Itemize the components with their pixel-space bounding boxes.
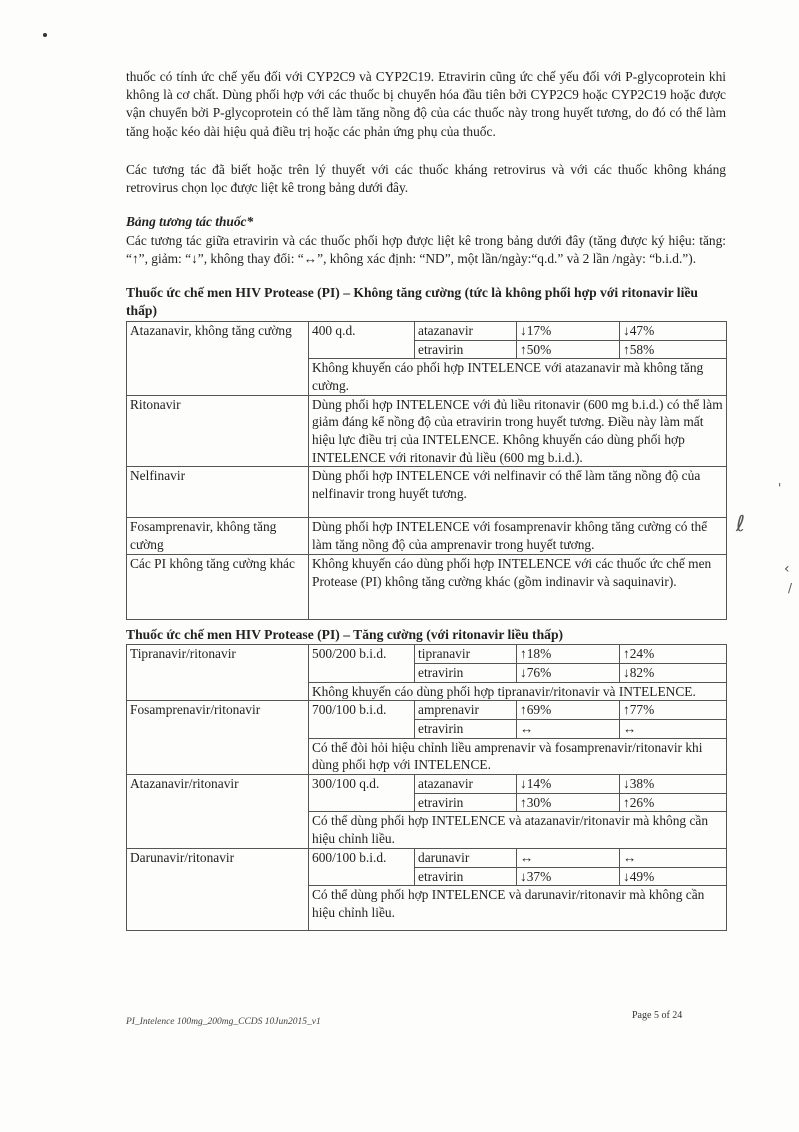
- value-1: ↑30%: [517, 793, 620, 812]
- agent-name: atazanavir: [415, 321, 517, 340]
- scan-dot: [43, 33, 47, 37]
- document-page: [126, 68, 726, 931]
- agent-name: etravirin: [415, 867, 517, 886]
- agent-name: tipranavir: [415, 645, 517, 664]
- value-2: ↑26%: [620, 793, 727, 812]
- drug-name: Các PI không tăng cường khác: [127, 554, 309, 619]
- value-1: ↔: [517, 848, 620, 867]
- section1-title: Thuốc ức chế men HIV Protease (PI) – Không tăng cường (tức là không phối hợp với ritonavir liều thấp): [126, 284, 698, 319]
- page-number: Page 5 of 24: [632, 1010, 683, 1021]
- margin-mark-icon: ‹: [784, 561, 790, 577]
- drug-dose: 300/100 q.d.: [309, 775, 415, 812]
- drug-name: Fosamprenavir/ritonavir: [127, 701, 309, 775]
- recommendation-note: Dùng phối hợp INTELENCE với nelfinavir có thể làm tăng nồng độ của nelfinavir trong huyết tương.: [309, 467, 727, 518]
- drug-dose: 400 q.d.: [309, 321, 415, 358]
- value-1: ↔: [517, 720, 620, 739]
- drug-name: Tipranavir/ritonavir: [127, 645, 309, 701]
- recommendation-note: Không khuyến cáo dùng phối hợp INTELENCE với các thuốc ức chế men Protease (PI) không tăng cường khác (gồm indinavir và saquinavir).: [309, 554, 727, 619]
- margin-mark-icon: /: [788, 581, 793, 595]
- intro-paragraph-1: thuốc có tính ức chế yếu đối với CYP2C9 và CYP2C19. Etravirin cũng ức chế yếu đối với P-glycoprotein khi không là cơ chất. Dùng phối hợp với các thuốc bị chuyển hóa đầu tiên bởi CYP2C9 hoặc CYP2C19 hoặc được vận chuyển bởi P-glycoprotein có thể làm tăng nồng độ của các thuốc này trong huyết tương, do đó có thể làm tăng hoặc kéo dài hiệu quả điều trị hoặc các phản ứng phụ của thuốc.: [126, 69, 726, 139]
- table-row: [127, 395, 727, 467]
- intro-paragraph-3: Các tương tác giữa etravirin và các thuốc phối hợp được liệt kê trong bảng dưới đây (tăng được ký hiệu: tăng: “↑”, giảm: “↓”, không thay đổi: “↔”, không xác định: “ND”, một lần/ngày:“q.d.” và 2 lần /ngày: “b.i.d.”).: [126, 232, 726, 266]
- drug-dose: 500/200 b.i.d.: [309, 645, 415, 682]
- value-1: ↑69%: [517, 701, 620, 720]
- table-row: [127, 321, 727, 340]
- drug-name: Darunavir/ritonavir: [127, 848, 309, 930]
- value-1: ↓37%: [517, 867, 620, 886]
- value-2: ↔: [620, 848, 727, 867]
- value-2: ↓82%: [620, 663, 727, 682]
- agent-name: etravirin: [415, 340, 517, 359]
- drug-dose: 700/100 b.i.d.: [309, 701, 415, 738]
- intro-paragraph-2: Các tương tác đã biết hoặc trên lý thuyết với các thuốc kháng retrovirus và với các thuốc không kháng retrovirus chọn lọc được liệt kê trong bảng dưới đây.: [126, 161, 726, 196]
- value-2: ↑77%: [620, 701, 727, 720]
- table-row: [127, 848, 727, 867]
- agent-name: darunavir: [415, 848, 517, 867]
- value-2: ↓38%: [620, 775, 727, 794]
- value-2: ↓49%: [620, 867, 727, 886]
- drug-name: Ritonavir: [127, 395, 309, 467]
- recommendation-note: Dùng phối hợp INTELENCE với đủ liều ritonavir (600 mg b.i.d.) có thể làm giảm đáng kể nồng độ của etravirin trong huyết tương. Điều này làm mất hiệu lực điều trị của INTELENCE. Không khuyến cáo dùng phối hợp INTELENCE với ritonavir đủ liều (600 mg b.i.d.).: [309, 395, 727, 467]
- table-row: [127, 518, 727, 554]
- agent-name: etravirin: [415, 663, 517, 682]
- drug-name: Atazanavir, không tăng cường: [127, 321, 309, 395]
- section1-table: [126, 321, 727, 620]
- table-row: [127, 701, 727, 720]
- drug-name: Nelfinavir: [127, 467, 309, 518]
- section2-title: Thuốc ức chế men HIV Protease (PI) – Tăng cường (với ritonavir liều thấp): [126, 626, 564, 642]
- agent-name: amprenavir: [415, 701, 517, 720]
- footer-document-id: PI_Intelence 100mg_200mg_CCDS 10Jun2015_v1: [126, 1017, 321, 1027]
- value-2: ↓47%: [620, 321, 727, 340]
- value-1: ↑50%: [517, 340, 620, 359]
- value-1: ↓76%: [517, 663, 620, 682]
- drug-name: Atazanavir/ritonavir: [127, 775, 309, 849]
- table-row: [127, 775, 727, 794]
- table-row: [127, 645, 727, 664]
- margin-scribble-icon: ℓ: [736, 512, 746, 537]
- value-1: ↑18%: [517, 645, 620, 664]
- section2-table: [126, 644, 727, 931]
- drug-name: Fosamprenavir, không tăng cường: [127, 518, 309, 554]
- recommendation-note: Có thể đòi hỏi hiệu chỉnh liều amprenavir và fosamprenavir/ritonavir khi dùng phối hợp với INTELENCE.: [309, 738, 727, 774]
- margin-mark-icon: ': [778, 481, 782, 495]
- table-row: [127, 467, 727, 518]
- value-2: ↔: [620, 720, 727, 739]
- agent-name: etravirin: [415, 793, 517, 812]
- agent-name: etravirin: [415, 720, 517, 739]
- recommendation-note: Có thể dùng phối hợp INTELENCE và darunavir/ritonavir mà không cần hiệu chỉnh liều.: [309, 886, 727, 931]
- recommendation-note: Không khuyến cáo dùng phối hợp tipranavir/ritonavir và INTELENCE.: [309, 682, 727, 701]
- agent-name: atazanavir: [415, 775, 517, 794]
- value-2: ↑58%: [620, 340, 727, 359]
- recommendation-note: Không khuyến cáo phối hợp INTELENCE với atazanavir mà không tăng cường.: [309, 359, 727, 395]
- recommendation-note: Dùng phối hợp INTELENCE với fosamprenavir không tăng cường có thể làm tăng nồng độ của amprenavir trong huyết tương.: [309, 518, 727, 554]
- value-2: ↑24%: [620, 645, 727, 664]
- value-1: ↓17%: [517, 321, 620, 340]
- table-subheading: Bảng tương tác thuốc*: [126, 214, 254, 230]
- recommendation-note: Có thể dùng phối hợp INTELENCE và atazanavir/ritonavir mà không cần hiệu chỉnh liều.: [309, 812, 727, 848]
- drug-dose: 600/100 b.i.d.: [309, 848, 415, 885]
- value-1: ↓14%: [517, 775, 620, 794]
- table-row: [127, 554, 727, 619]
